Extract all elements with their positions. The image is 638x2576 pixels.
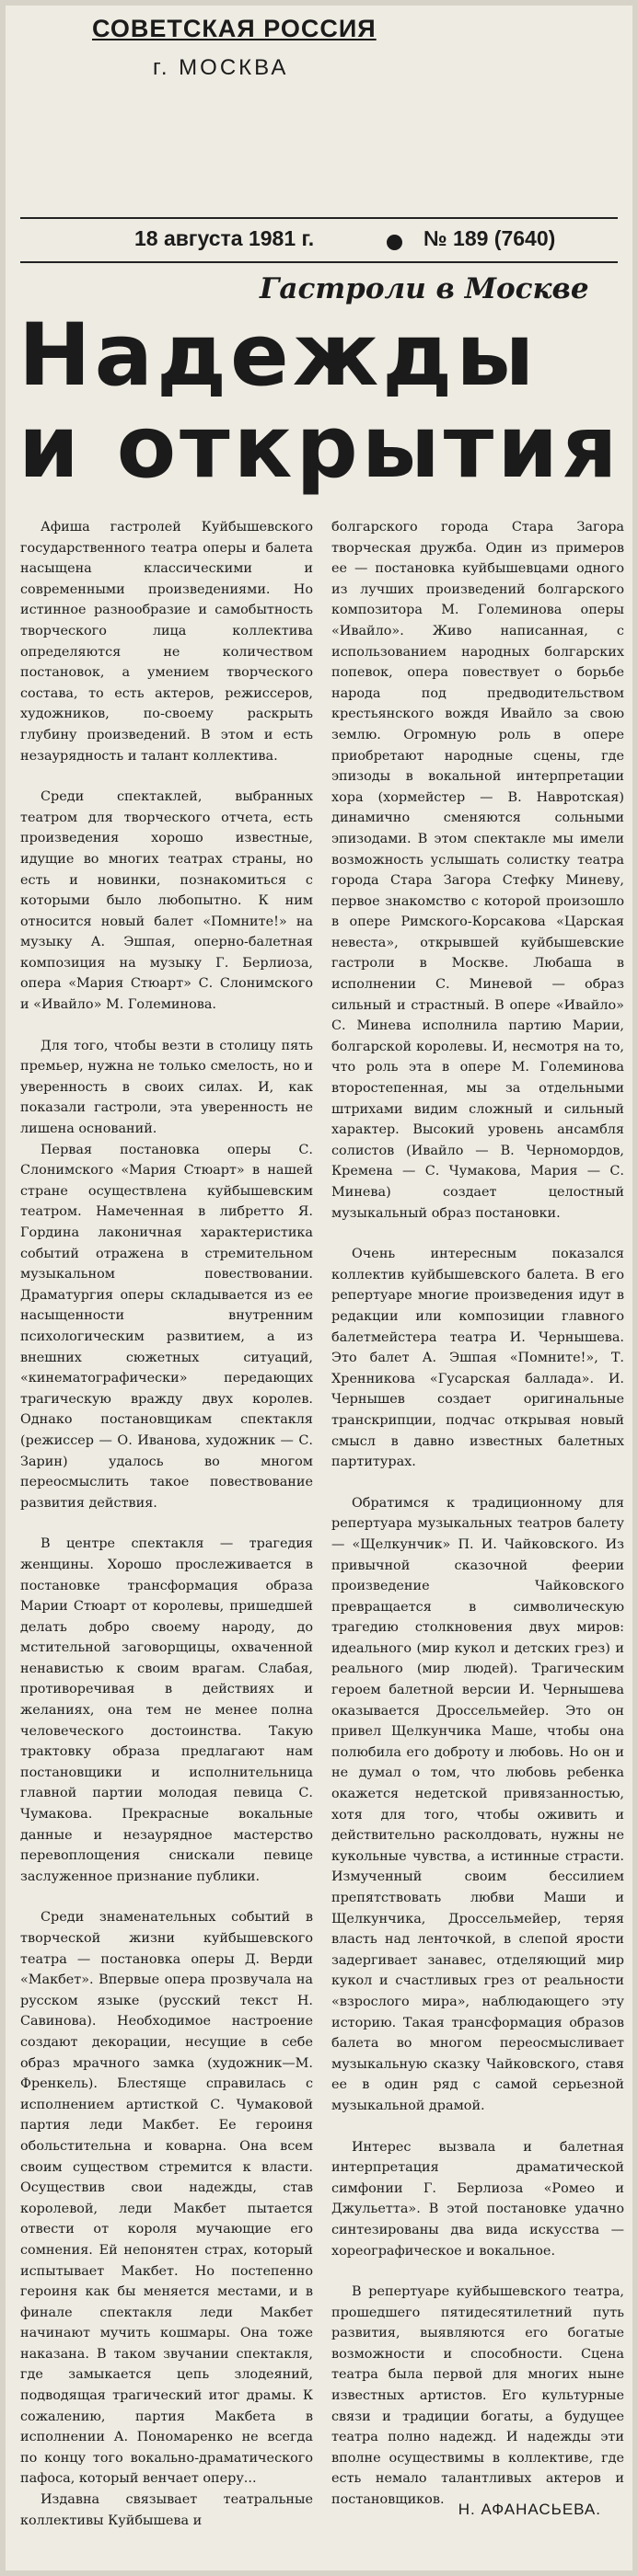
paragraph: Первая постановка оперы С. Слонимского «Мария Стюарт» в нашей стране осуществлена куйбышевским театром. Намеченная в либретто Я. Гордина лаконичная характеристика событий отражена в стремительном музыкальном повествовании. Драматургия оперы складывается из ее насыщенности внутренним психологическим развитием, а из внешних сюжетных ситуаций, «кинематографически» передающих трагическую вражду двух королев. Однако постановщикам спектакля (режиссер — О. Иванова, художник — С. Зарин) удалось во многом переосмыслить такое повествование развития действия.: [20, 1142, 313, 1511]
newspaper-name: СОВЕТСКАЯ РОССИЯ: [92, 15, 377, 42]
paragraph: Для того, чтобы везти в столицу пять премьер, нужна не только смелость, но и уверенность в своих силах. И, как показали гастроли, эта уверенность не лишена оснований.: [20, 1038, 313, 1137]
article-column-2: [331, 517, 624, 2511]
paragraph: Очень интересным показался коллектив куйбышевского балета. В его репертуаре многие произведения идут в редакции или композиции главного балетмейстера театра И. Чернышева. Это балет А. Эшпая «Помните!», Т. Хренникова «Гусарская баллада». И. Чернышев создает оригинальные транскрипции, подчас открывая новый смысл в давно известных балетных партитурах.: [331, 1247, 624, 1470]
separator-dot: [387, 235, 402, 250]
paragraph: Интерес вызвала и балетная интерпретация драматической симфонии Г. Берлиоза «Ромео и Джульетта». В этой постановке удачно синтезированы два вида искусства — хореографическое и вокальное.: [331, 2139, 624, 2259]
paragraph: Среди спектаклей, выбранных театром для творческого отчета, есть произведения хорошо известные, идущие во многих театрах страны, но есть и новинки, познакомиться с которыми было любопытно. К ним относится новый балет «Помните!» на музыку А. Эшпая, оперно-балетная композиция на музыку Г. Берлиоза, опера «Мария Стюарт» С. Слонимского и «Ивайло» М. Големинова.: [20, 789, 313, 1013]
top-rule: [20, 217, 618, 219]
headline-line-1: Надежды: [18, 305, 539, 406]
paragraph: болгарского города Стара Загора творческая дружба. Один из примеров ее — постановка куйбышевцами одного из лучших произведений болгарского композитора М. Големинова оперы «Ивайло». Живо написанная, с использованием народных болгарских попевок, опера повествует о борьбе народа под предводительством крестьянского вождя Ивайло за свою землю. Огромную роль в опере приобретают народные сцены, где эпизоды в вокальной интерпретации хора (хормейстер — В. Навротская) динамично сменяются сольными эпизодами. В этом спектакле мы имели возможность услышать солистку театра города Стара Загора Стефку Миневу, первое знакомство с которой произошло в опере Римского-Корсакова «Царская невеста», открывшей куйбышевские гастроли в Москве. Любаша в исполнении С. Миневой — образ сильный и страстный. В опере «Ивайло» С. Минева исполнила партию Марии, болгарской королевы. И, несмотря на то, что роль эта в опере М. Големинова второстепенная, мы за отдельными штрихами видим сложный и сильный характер. Высокий уровень ансамбля солистов (Ивайло — В. Черномордов, Кремена — С. Чумакова, Мария — С. Минева) создает целостный музыкальный образ постановки.: [331, 520, 624, 1221]
paragraph: Издавна связывает театральные коллективы Куйбышева и: [20, 2492, 313, 2528]
issue-date: 18 августа 1981 г.: [134, 226, 315, 250]
bottom-rule: [20, 261, 618, 263]
author-signature: Н. АФАНАСЬЕВА.: [458, 2501, 601, 2518]
issue-number: № 189 (7640): [423, 226, 556, 250]
article-column-1: [20, 517, 313, 2531]
paragraph: В репертуаре куйбышевского театра, прошедшего пятидесятилетний путь развития, выявляются его богатые возможности и способности. Сцена театра была первой для многих ныне известных артистов. Его культурные связи и традиции богаты, а будущее театра полно надежд. И надежды эти вполне осуществимы в коллективе, где есть немало талантливых актеров и постановщиков.: [331, 2284, 624, 2508]
paragraph: Обратимся к традиционному для репертуара музыкальных театров балету — «Щелкунчик» П. И. Чайковского. Из привычной сказочной феерии произведение Чайковского превращается в символическую трагедию столкновения двух миров: идеального (мир кукол и детских грез) и реального (мир людей). Трагическим героем балетной версии И. Чернышева оказывается Дроссельмейер. Это он привел Щелкунчика Маше, чтобы она полюбила его доброту и любовь. Но он и не думал о том, что любовь ребенка окажется недетской привязанностью, хотя для того, чтобы оживить и действительно расколдовать, нужны не кукольные чувства, а истинные страсти. Измученный своим бессилием препятствовать любви Маши и Щелкунчика, Дроссельмейер, теряя власть над ленточкой, в слепой ярости задергивает занавес, отделяющий мир кукол и счастливых грез от реальности «взрослого мира», наблюдающего эту историю. Такая трансформация образов балета во многом переосмысливает музыкальную сказку Чайковского, ставя ее в один ряд с самой серьезной музыкальной драмой.: [331, 1495, 624, 2113]
rubric: Гастроли в Москве: [260, 272, 589, 305]
paragraph: В центре спектакля — трагедия женщины. Хорошо прослеживается в постановке трансформация образа Марии Стюарт от королевы, пришедшей делать добро своему народу, до мстительной заговорщицы, охваченной ненавистью к своим врагам. Слабая, противоречивая в действиях и желаниях, она тем не менее полна человеческого достоинства. Такую трактовку образа предлагают нам постановщики и исполнительница главной партии молодая певица С. Чумакова. Прекрасные вокальные данные и незаурядное мастерство перевоплощения снискали певице заслуженное признание публики.: [20, 1536, 313, 1884]
paragraph: Афиша гастролей Куйбышевского государственного театра оперы и балета насыщена классическими и современными произведениями. Но истинное разнообразие и самобытность творческого лица коллектива определяются не количеством постановок, а умением творческого состава, то есть актеров, режиссеров, художников, по-своему раскрыть глубину произведений. В этом и есть незаурядность и талант коллектива.: [20, 520, 313, 764]
city-name: г. МОСКВА: [153, 55, 289, 80]
headline-line-2: и открытия: [18, 397, 621, 498]
paragraph: Среди знаменательных событий в творческой жизни куйбышевского театра — постановка оперы Д. Верди «Макбет». Впервые опера прозвучала на русском языке (русский текст Н. Савинова). Необходимое настроение создают декорации, несущие в себе образ мрачного замка (художник—М. Френкель). Блестяще справилась с исполнением артисткой С. Чумаковой партия леди Макбет. Ее героиня обольстительна и коварна. Она всем своим существом стремится к власти. Осуществив свои надежды, став королевой, леди Макбет пытается отвести от короля мучающие его сомнения. Ей непонятен страх, который испытывает Макбет. Но постепенно героиня как бы меняется местами, и в финале спектакля леди Макбет начинают мучить кошмары. Она тоже наказана. В таком звучании спектакля, где замыкается цепь злодеяний, подводящая трагический итог драмы. К сожалению, партия Макбета в исполнении А. Пономаренко не всегда по концу того вокально-драматического пафоса, который венчает оперу...: [20, 1910, 313, 2487]
